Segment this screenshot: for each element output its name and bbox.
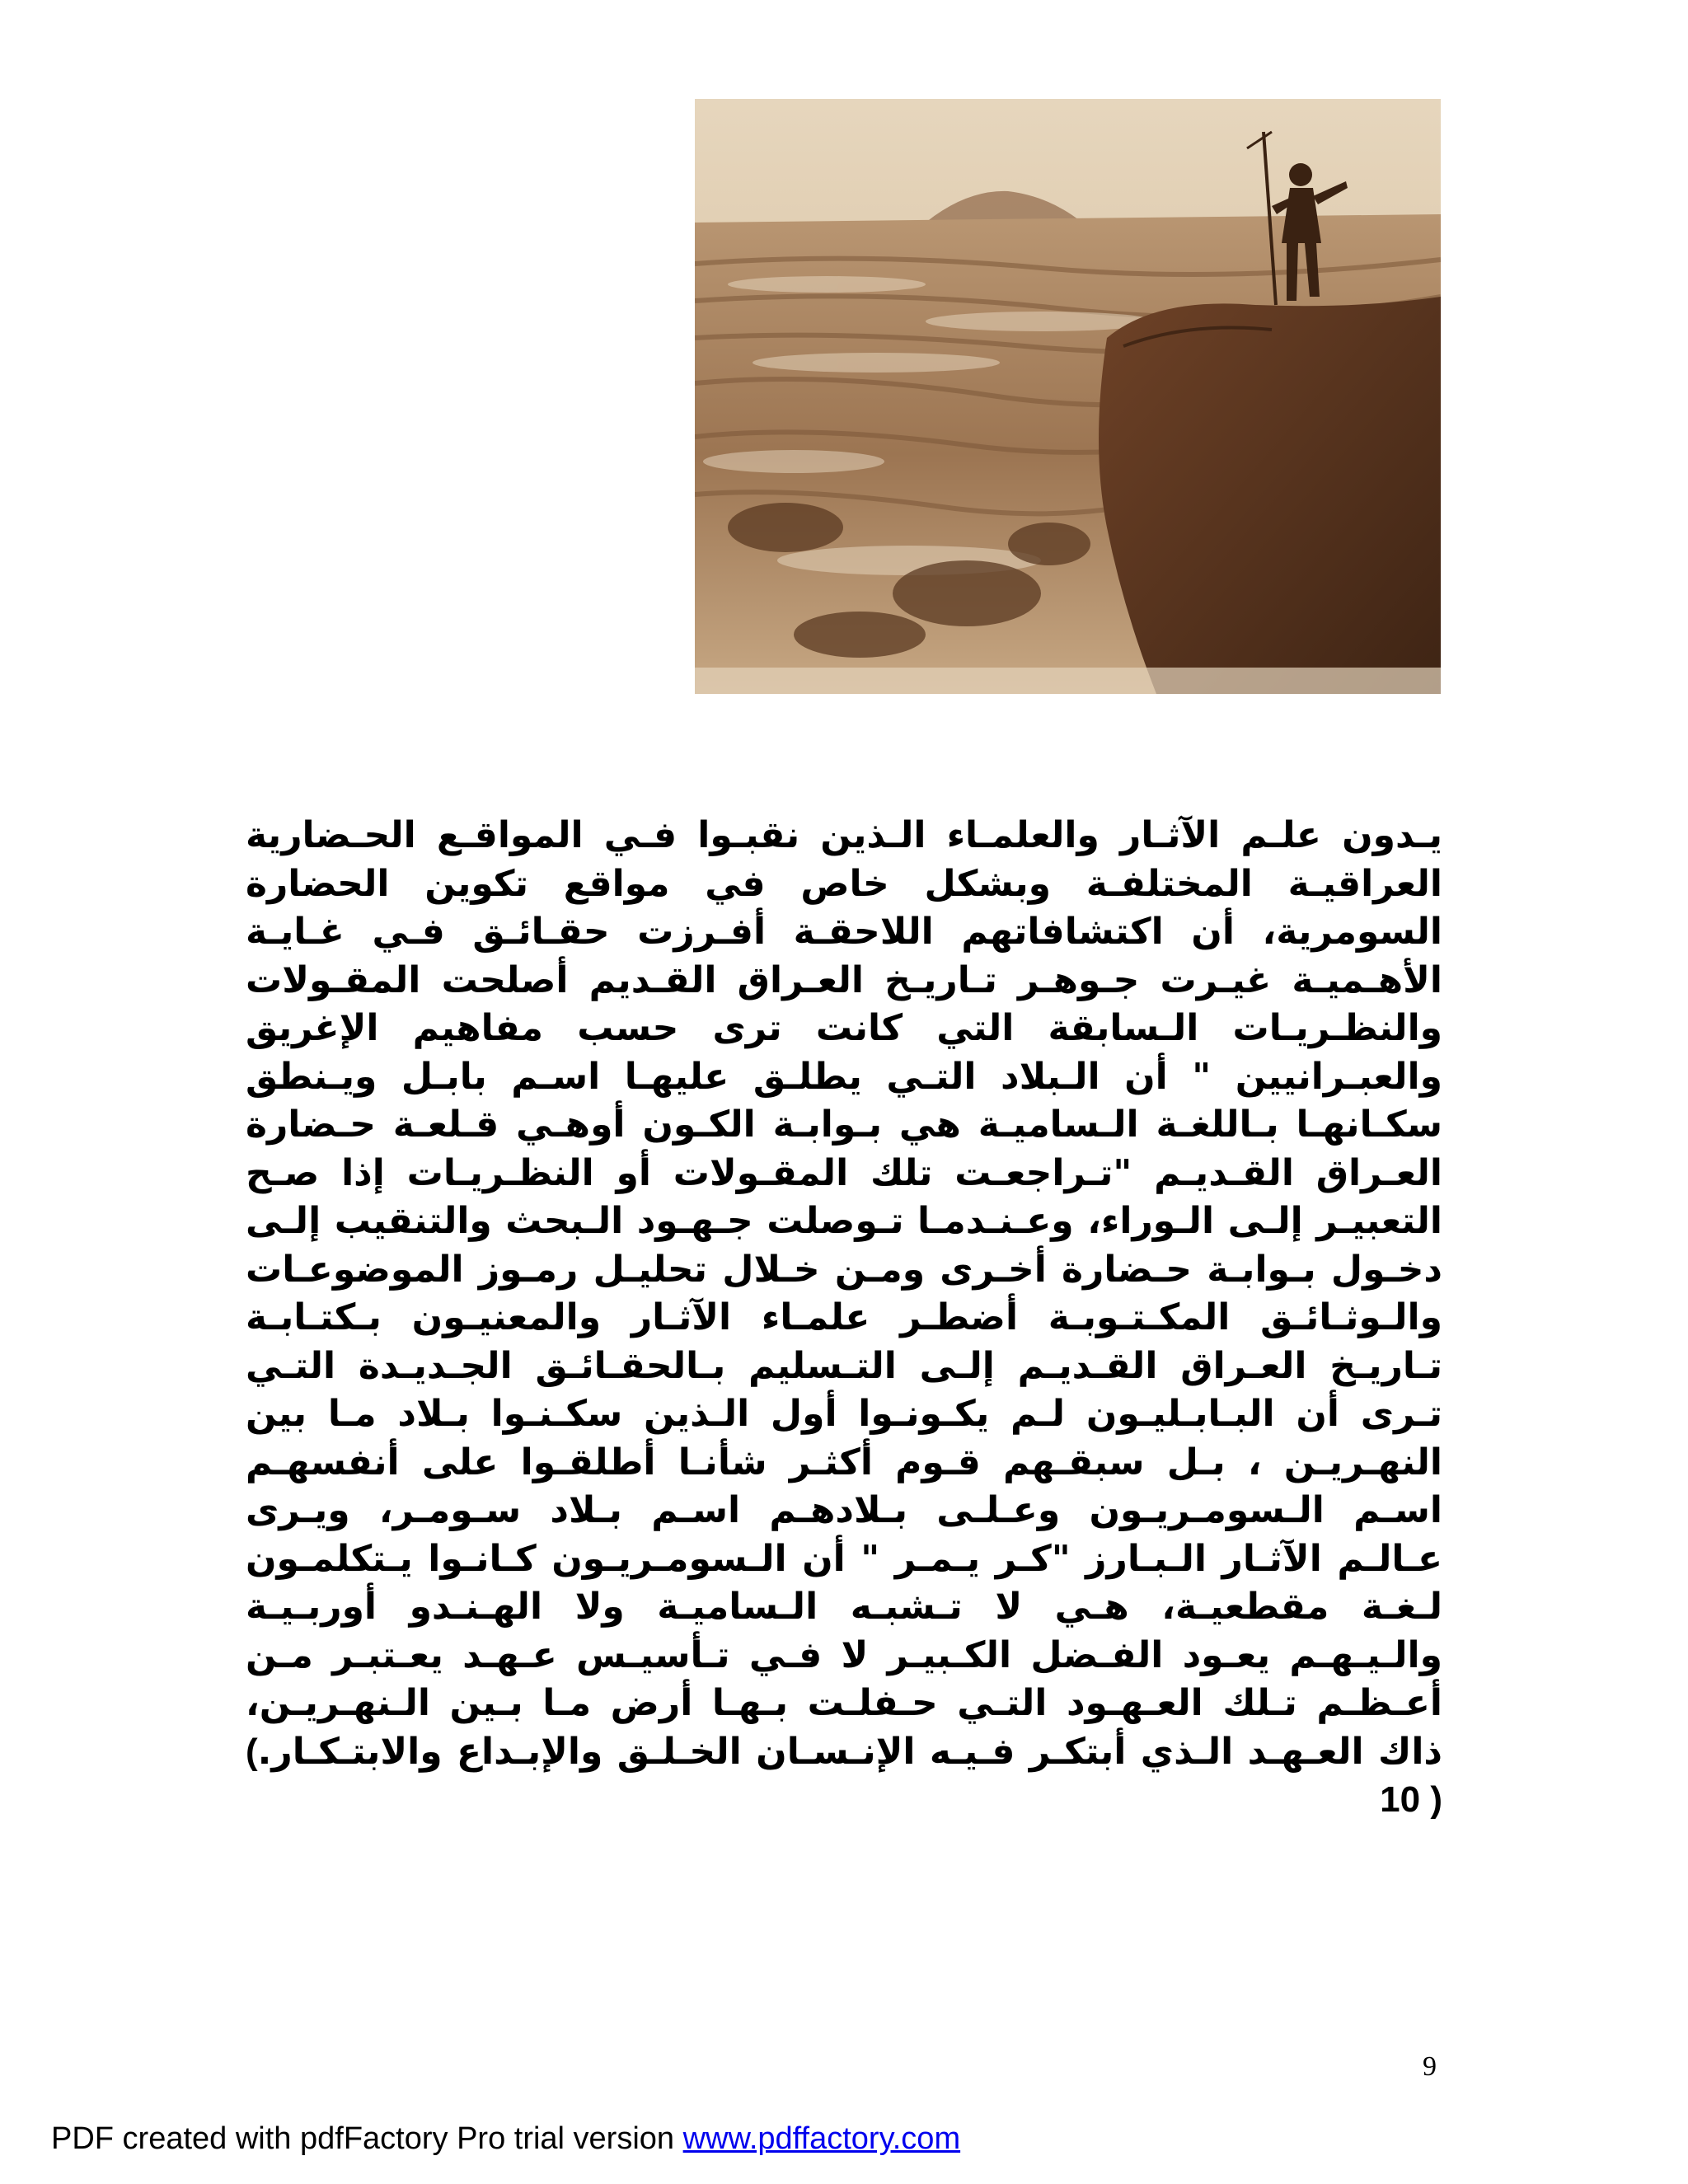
page-number: 9 [1423,2051,1437,2082]
citation-reference: ( 10 ) [246,1731,1442,1820]
footer-text: PDF created with pdfFactory Pro trial version [51,2121,683,2156]
pdffactory-link[interactable]: www.pdffactory.com [682,2121,961,2156]
article-body [246,812,1442,1825]
article-text: يـدون علـم الآثـار والعلمـاء الـذين نقبـوا فـي المواقـع الحـضارية العراقيـة المختلفـة وبشكل خاص في مواقع تكوين الحضارة السومرية، أن اكتشافاتهم اللاحقـة أفـرزت حقـائـق فـي غـايـة الأهـميـة غيـرت جـوهـر تـاريـخ العـراق القـديم أصلحت المقـولات والنظـريـات الـسابقة التي كانت ترى حسب مفاهيم الإغريق والعبـرانيين " أن الـبلاد التـي يطلـق عليهـا اسـم بابـل ويـنطق سكـانهـا بـاللغـة الـساميـة هي بـوابـة الكـون أوهـي قـلعـة حـضارة العـراق القـديـم "تـراجعـت تلك المقـولات أو النظـريـات إذا صـح التعبيـر إلـى الـوراء، وعـنـدمـا تـوصلت جـهـود الـبحث والتنقيب إلـى دخـول بـوابـة حـضارة أخـرى ومـن خـلال تحليـل رمـوز الموضوعـات والـوثـائـق المكـتـوبـة أضطـر علمـاء الآثـار والمعنيـون بـكتـابـة تـاريـخ العـراق القـديـم إلـى التـسليم بـالحقـائـق الجـديـدة التـي تـرى أن البـابـليـون لـم يكـونـوا أول الـذين سكـنـوا بـلاد مـا بين النهـريـن ، بـل سبقـهم قـوم أكثـر شأنـا أطلقـوا على أنفسهـم اسـم الـسومـريـون وعـلـى بـلادهـم اسـم بـلاد سـومـر، ويـرى عـالـم الآثـار الـبـارز "كـر يـمـر " أن الـسومـريـون كـانـوا يـتكلمـون لـغـة مقطعيـة، هـي لا تـشبـه الـساميـة ولا الهـنـدو أوربـيـة والـيـهـم يعـود الفـضل الكـبيـر لا فـي تـأسيـس عـهـد يعـتبـر مـن أعـظـم تـلك العـهـود التـي حـفلـت بـهـا أرض مـا بـين الـنهـريـن، ذاك العـهـد الـذي أبتكـر فـيـه الإنـسـان الخـلـق والإبـداع والابتـكـار. [246,814,1442,1773]
excavation-photo [695,99,1441,694]
pdf-footer [51,2121,960,2157]
excavation-photo-drawing [695,99,1441,694]
article-paragraph [246,812,1442,1825]
